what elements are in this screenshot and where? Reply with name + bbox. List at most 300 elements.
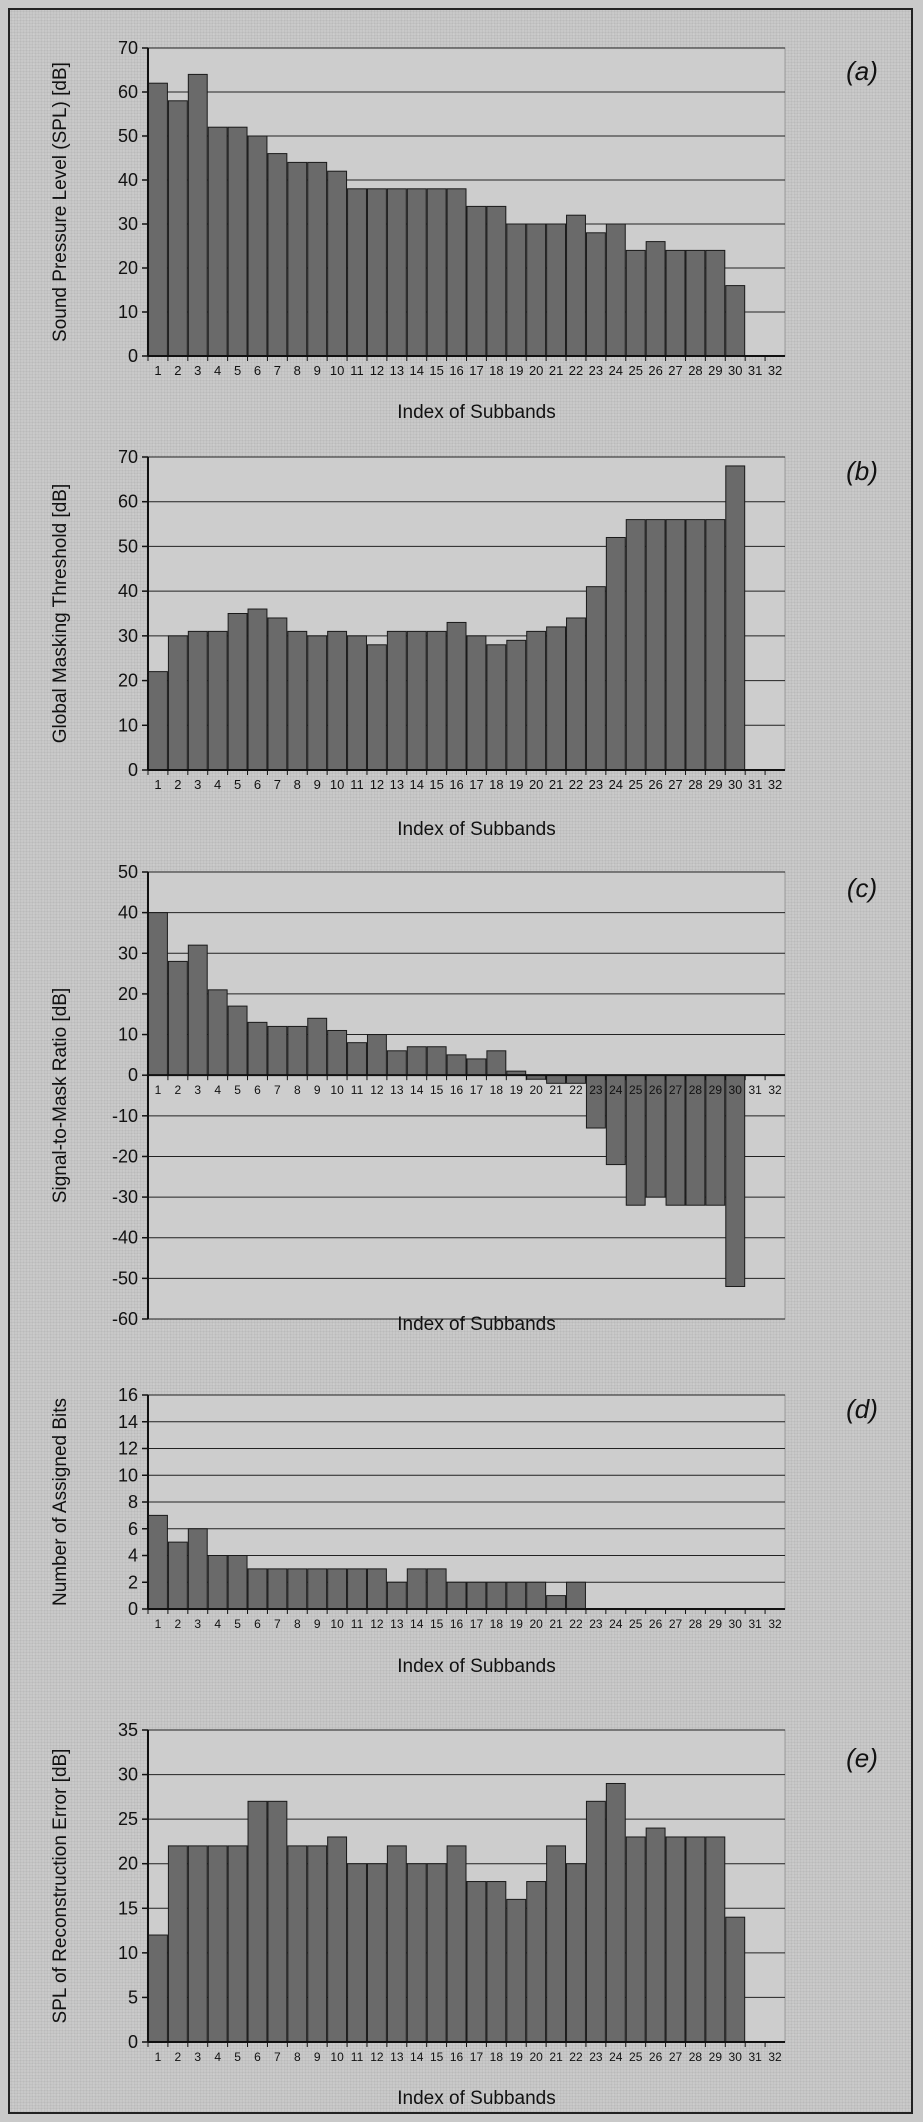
- x-tick-label: 5: [233, 363, 242, 378]
- x-tick-label: 1: [154, 1617, 162, 1631]
- x-tick-label: 27: [668, 1617, 683, 1631]
- y-tick-label: -30: [111, 1187, 138, 1208]
- bar: [348, 1864, 367, 2042]
- y-tick-label: 50: [117, 126, 138, 146]
- x-tick-label: 16: [449, 1083, 464, 1098]
- bar: [168, 1542, 187, 1609]
- x-tick-label: 25: [628, 363, 643, 378]
- y-tick-label: 10: [117, 1024, 138, 1045]
- x-tick-label: 2: [174, 2050, 182, 2064]
- bar: [308, 1846, 327, 2042]
- x-tick-label: 11: [350, 363, 364, 378]
- bar: [208, 631, 227, 770]
- bar: [567, 1075, 586, 1083]
- y-tick-label: 15: [117, 1898, 138, 1919]
- bar: [188, 1846, 207, 2042]
- bar: [427, 1569, 446, 1609]
- bar: [626, 520, 645, 770]
- y-tick-label: 30: [117, 943, 138, 964]
- chart-panel-1: [50, 38, 878, 423]
- bar: [168, 101, 187, 356]
- bar: [228, 614, 247, 771]
- y-tick-label: -10: [111, 1105, 138, 1126]
- x-tick-label: 3: [194, 2050, 202, 2064]
- bar: [507, 1582, 526, 1609]
- bar: [507, 224, 526, 356]
- x-tick-label: 28: [688, 1617, 703, 1631]
- y-axis-label: Signal-to-Mask Ratio [dB]: [50, 987, 71, 1204]
- x-tick-label: 7: [274, 2050, 281, 2064]
- x-tick-label: 17: [469, 777, 484, 792]
- bar: [487, 1582, 506, 1609]
- y-tick-label: 70: [117, 38, 138, 58]
- bar: [348, 1569, 367, 1609]
- bar: [328, 171, 347, 356]
- bar: [367, 1864, 386, 2042]
- x-tick-label: 13: [390, 2050, 404, 2064]
- bar: [527, 631, 546, 770]
- x-tick-label: 9: [313, 2050, 321, 2064]
- y-tick-label: 5: [127, 1987, 138, 2008]
- x-tick-label: 29: [708, 2050, 723, 2064]
- bar: [447, 189, 466, 356]
- bar: [308, 1018, 327, 1075]
- x-tick-label: 21: [549, 1083, 563, 1098]
- x-tick-label: 11: [350, 1083, 364, 1098]
- panel-label: (b): [846, 456, 878, 486]
- y-tick-label: 70: [117, 447, 138, 467]
- bar: [726, 466, 745, 770]
- bar: [447, 1055, 466, 1075]
- bar: [367, 1569, 386, 1609]
- bar: [407, 1864, 426, 2042]
- bar: [248, 609, 267, 770]
- x-tick-label: 24: [608, 363, 624, 378]
- x-tick-label: 29: [708, 1617, 723, 1631]
- x-tick-label: 15: [429, 777, 444, 792]
- y-tick-label: 20: [117, 983, 138, 1004]
- bar: [467, 636, 486, 770]
- bar: [168, 636, 187, 770]
- bar: [666, 250, 685, 356]
- bar: [646, 1828, 665, 2042]
- x-tick-label: 22: [569, 1083, 583, 1098]
- x-tick-label: 4: [214, 363, 222, 378]
- x-tick-label: 10: [329, 777, 345, 792]
- x-tick-label: 11: [350, 1617, 364, 1631]
- y-tick-label: 60: [117, 82, 138, 102]
- x-tick-label: 25: [629, 1083, 643, 1098]
- x-tick-label: 23: [588, 363, 604, 378]
- bar: [646, 520, 665, 770]
- y-tick-label: -40: [111, 1227, 138, 1248]
- y-tick-label: 2: [127, 1572, 138, 1593]
- bar: [487, 1882, 506, 2042]
- x-tick-label: 26: [648, 1083, 663, 1098]
- bar: [686, 520, 705, 770]
- y-tick-label: 14: [117, 1411, 138, 1432]
- x-tick-label: 31: [747, 777, 763, 792]
- x-tick-label: 32: [768, 1083, 782, 1098]
- x-tick-label: 19: [509, 777, 524, 792]
- bar: [188, 1529, 207, 1609]
- bar: [328, 1030, 347, 1075]
- x-tick-label: 3: [194, 1617, 202, 1631]
- y-axis-label: Sound Pressure Level (SPL) [dB]: [50, 62, 71, 342]
- x-tick-label: 20: [529, 1617, 543, 1631]
- bar: [447, 1846, 466, 2042]
- x-tick-label: 19: [509, 2050, 523, 2064]
- bar: [308, 1569, 327, 1609]
- bar: [547, 1846, 566, 2042]
- y-tick-label: 30: [117, 625, 138, 646]
- x-tick-label: 7: [273, 363, 282, 378]
- x-tick-label: 16: [449, 1617, 464, 1631]
- x-axis-label: Index of Subbands: [397, 402, 556, 423]
- bar: [507, 1899, 526, 2042]
- bar: [228, 127, 247, 356]
- y-tick-label: -60: [111, 1309, 138, 1329]
- x-tick-label: 17: [469, 363, 484, 378]
- bar: [248, 1801, 267, 2042]
- x-tick-label: 4: [214, 2050, 222, 2064]
- x-tick-label: 6: [254, 1083, 261, 1098]
- x-tick-label: 26: [648, 1617, 663, 1631]
- x-tick-label: 19: [509, 363, 524, 378]
- y-tick-label: 8: [127, 1492, 138, 1512]
- bar: [467, 1582, 486, 1609]
- bar: [188, 74, 207, 356]
- x-tick-label: 16: [449, 363, 464, 378]
- bar: [228, 1846, 247, 2042]
- x-tick-label: 18: [489, 2050, 504, 2064]
- y-tick-label: 50: [117, 536, 138, 557]
- x-tick-label: 10: [329, 363, 345, 378]
- bar: [348, 636, 367, 770]
- x-tick-label: 1: [154, 2050, 162, 2064]
- x-tick-label: 32: [768, 1617, 782, 1631]
- bar: [168, 961, 187, 1075]
- bar: [706, 520, 725, 770]
- bar: [586, 1801, 605, 2042]
- bar: [268, 154, 287, 356]
- x-tick-label: 18: [489, 363, 504, 378]
- x-tick-label: 26: [648, 363, 663, 378]
- x-axis-label: Index of Subbands: [397, 1314, 556, 1335]
- x-tick-label: 10: [330, 1617, 344, 1631]
- x-tick-label: 4: [214, 1083, 222, 1098]
- x-tick-label: 9: [313, 1083, 321, 1098]
- bar: [228, 1006, 247, 1075]
- bar: [686, 250, 705, 356]
- x-tick-label: 30: [728, 1617, 742, 1631]
- x-tick-label: 9: [313, 777, 321, 792]
- y-tick-label: 20: [117, 258, 138, 278]
- bar: [407, 1569, 426, 1609]
- bar: [547, 1075, 566, 1083]
- bar: [248, 136, 267, 356]
- x-tick-label: 1: [154, 777, 162, 792]
- y-tick-label: 0: [127, 760, 138, 780]
- bar: [606, 1783, 625, 2042]
- bar: [208, 127, 227, 356]
- bar: [686, 1837, 705, 2042]
- x-tick-label: 6: [254, 1617, 261, 1631]
- y-tick-label: 20: [117, 670, 138, 691]
- bar: [188, 945, 207, 1075]
- bar: [487, 206, 506, 356]
- x-tick-label: 14: [409, 777, 424, 792]
- bar: [328, 1569, 347, 1609]
- x-tick-label: 17: [469, 1083, 484, 1098]
- x-axis-label: Index of Subbands: [397, 2088, 556, 2109]
- x-tick-label: 14: [410, 1617, 424, 1631]
- bar: [308, 636, 327, 770]
- bar: [367, 645, 386, 770]
- bar: [467, 206, 486, 356]
- bar: [467, 1059, 486, 1075]
- bar: [268, 1801, 287, 2042]
- x-tick-label: 15: [429, 2050, 444, 2064]
- x-tick-label: 20: [528, 363, 544, 378]
- x-tick-label: 19: [509, 1083, 523, 1098]
- bar: [387, 1051, 406, 1075]
- x-tick-label: 8: [293, 363, 301, 378]
- x-tick-label: 30: [728, 363, 743, 378]
- y-tick-label: -50: [111, 1268, 138, 1289]
- bar: [367, 1035, 386, 1076]
- bar: [188, 631, 207, 770]
- x-tick-label: 20: [529, 1083, 543, 1098]
- x-tick-label: 23: [588, 777, 604, 792]
- chart-panel-4: [50, 1385, 878, 1677]
- x-tick-label: 5: [233, 777, 242, 792]
- bar: [726, 1075, 745, 1286]
- x-tick-label: 27: [668, 363, 683, 378]
- bar: [626, 1837, 645, 2042]
- bar: [288, 162, 307, 356]
- y-tick-label: 30: [117, 1764, 138, 1785]
- y-axis-label: Number of Assigned Bits: [50, 1397, 71, 1607]
- bar: [208, 990, 227, 1075]
- bar: [427, 631, 446, 770]
- x-tick-label: 2: [174, 363, 182, 378]
- y-tick-label: 40: [117, 170, 138, 190]
- y-tick-label: 10: [117, 302, 138, 322]
- y-tick-label: 35: [117, 1720, 138, 1740]
- x-tick-label: 32: [767, 363, 783, 378]
- x-tick-label: 13: [390, 1617, 404, 1631]
- x-tick-label: 29: [708, 777, 723, 792]
- x-tick-label: 4: [214, 777, 222, 792]
- x-tick-label: 28: [688, 2050, 703, 2064]
- x-tick-label: 17: [469, 1617, 484, 1631]
- bar: [387, 631, 406, 770]
- bar: [387, 1846, 406, 2042]
- x-tick-label: 2: [174, 777, 182, 792]
- x-tick-label: 21: [549, 1617, 563, 1631]
- x-tick-label: 3: [194, 1083, 202, 1098]
- bar: [149, 1935, 168, 2042]
- bar: [447, 622, 466, 770]
- x-tick-label: 6: [254, 2050, 261, 2064]
- x-tick-label: 8: [293, 2050, 301, 2064]
- x-tick-label: 1: [154, 1083, 162, 1098]
- bar: [328, 631, 347, 770]
- bar: [407, 631, 426, 770]
- bar: [149, 83, 168, 356]
- bar: [527, 1582, 546, 1609]
- bar: [427, 189, 446, 356]
- chart-panel-3: [50, 862, 877, 1335]
- bar: [288, 631, 307, 770]
- x-tick-label: 10: [330, 1083, 344, 1098]
- x-tick-label: 12: [370, 1083, 384, 1098]
- x-tick-label: 23: [589, 1617, 603, 1631]
- x-tick-label: 21: [548, 777, 564, 792]
- x-tick-label: 29: [708, 1083, 723, 1098]
- x-tick-label: 26: [648, 2050, 663, 2064]
- x-tick-label: 3: [194, 363, 202, 378]
- bar: [208, 1556, 227, 1610]
- x-tick-label: 2: [174, 1617, 182, 1631]
- bar: [348, 1043, 367, 1076]
- bar: [467, 1882, 486, 2042]
- bar: [387, 189, 406, 356]
- bar: [547, 1596, 566, 1609]
- bar: [248, 1569, 267, 1609]
- x-tick-label: 15: [429, 363, 444, 378]
- bar: [487, 1051, 506, 1075]
- bar: [427, 1047, 446, 1075]
- x-tick-label: 15: [429, 1617, 444, 1631]
- bar: [407, 189, 426, 356]
- x-tick-label: 27: [668, 2050, 683, 2064]
- x-tick-label: 24: [609, 1617, 623, 1631]
- x-tick-label: 24: [609, 2050, 623, 2064]
- bar: [427, 1864, 446, 2042]
- x-tick-label: 14: [410, 1083, 424, 1098]
- bar: [487, 645, 506, 770]
- bar: [328, 1837, 347, 2042]
- x-tick-label: 22: [569, 2050, 583, 2064]
- x-tick-label: 22: [569, 1617, 583, 1631]
- y-axis-label: SPL of Reconstruction Error [dB]: [50, 1748, 71, 2024]
- bar: [149, 913, 168, 1076]
- y-tick-label: 12: [117, 1438, 138, 1459]
- chart-panel-5: [50, 1720, 878, 2109]
- x-tick-label: 8: [293, 1617, 301, 1631]
- y-tick-label: 30: [117, 214, 138, 234]
- x-tick-label: 24: [609, 1083, 623, 1098]
- bar: [567, 1864, 586, 2042]
- x-tick-label: 20: [529, 2050, 543, 2064]
- bar: [666, 1837, 685, 2042]
- x-tick-label: 32: [768, 2050, 782, 2064]
- y-tick-label: 40: [117, 581, 138, 602]
- x-tick-label: 4: [214, 1617, 222, 1631]
- x-tick-label: 18: [489, 777, 504, 792]
- x-axis-label: Index of Subbands: [397, 1656, 556, 1677]
- bar: [268, 1569, 287, 1609]
- bar: [646, 242, 665, 356]
- x-tick-label: 12: [370, 2050, 384, 2064]
- y-tick-label: 25: [117, 1809, 138, 1830]
- x-tick-label: 32: [767, 777, 783, 792]
- x-tick-label: 13: [389, 777, 405, 792]
- x-tick-label: 3: [194, 777, 202, 792]
- y-tick-label: 4: [127, 1545, 138, 1566]
- bar: [567, 1582, 586, 1609]
- y-tick-label: 10: [117, 1465, 138, 1486]
- x-tick-label: 31: [748, 1617, 762, 1631]
- x-tick-label: 25: [628, 777, 643, 792]
- panel-label: (e): [846, 1743, 878, 1773]
- x-tick-label: 25: [629, 2050, 643, 2064]
- bar: [308, 162, 327, 356]
- bar: [586, 587, 605, 770]
- bar: [567, 618, 586, 770]
- x-tick-label: 22: [568, 777, 584, 792]
- y-tick-label: 20: [117, 1853, 138, 1874]
- x-tick-label: 12: [370, 1617, 384, 1631]
- x-tick-label: 5: [234, 2050, 241, 2064]
- x-axis-label: Index of Subbands: [397, 819, 556, 840]
- x-tick-label: 5: [234, 1617, 241, 1631]
- x-tick-label: 28: [688, 777, 703, 792]
- bar: [208, 1846, 227, 2042]
- y-tick-label: 6: [127, 1518, 138, 1539]
- x-tick-label: 2: [174, 1083, 182, 1098]
- bar: [288, 1846, 307, 2042]
- x-tick-label: 23: [589, 1083, 603, 1098]
- x-tick-label: 7: [274, 1617, 281, 1631]
- x-tick-label: 27: [668, 777, 683, 792]
- bar: [586, 233, 605, 356]
- bar: [228, 1556, 247, 1610]
- bar: [726, 286, 745, 356]
- x-tick-label: 14: [410, 2050, 424, 2064]
- x-tick-label: 14: [409, 363, 424, 378]
- x-tick-label: 11: [350, 2050, 364, 2064]
- bar: [527, 224, 546, 356]
- bar: [149, 1515, 168, 1609]
- x-tick-label: 24: [608, 777, 624, 792]
- x-tick-label: 21: [548, 363, 564, 378]
- x-tick-label: 12: [369, 363, 385, 378]
- bar: [248, 1022, 267, 1075]
- bar: [149, 672, 168, 770]
- panel-label: (d): [846, 1394, 878, 1424]
- x-tick-label: 30: [728, 1083, 742, 1098]
- x-tick-label: 18: [489, 1083, 504, 1098]
- x-tick-label: 6: [253, 777, 262, 792]
- x-tick-label: 30: [728, 777, 743, 792]
- bar: [507, 640, 526, 770]
- y-tick-label: -20: [111, 1146, 138, 1167]
- x-tick-label: 28: [688, 363, 703, 378]
- bar: [348, 189, 367, 356]
- x-tick-label: 13: [389, 363, 405, 378]
- x-tick-label: 16: [449, 2050, 464, 2064]
- x-tick-label: 7: [273, 777, 282, 792]
- x-tick-label: 1: [154, 363, 162, 378]
- bar: [367, 189, 386, 356]
- bar: [387, 1582, 406, 1609]
- x-tick-label: 8: [293, 777, 301, 792]
- x-tick-label: 23: [589, 2050, 603, 2064]
- x-tick-label: 9: [313, 363, 321, 378]
